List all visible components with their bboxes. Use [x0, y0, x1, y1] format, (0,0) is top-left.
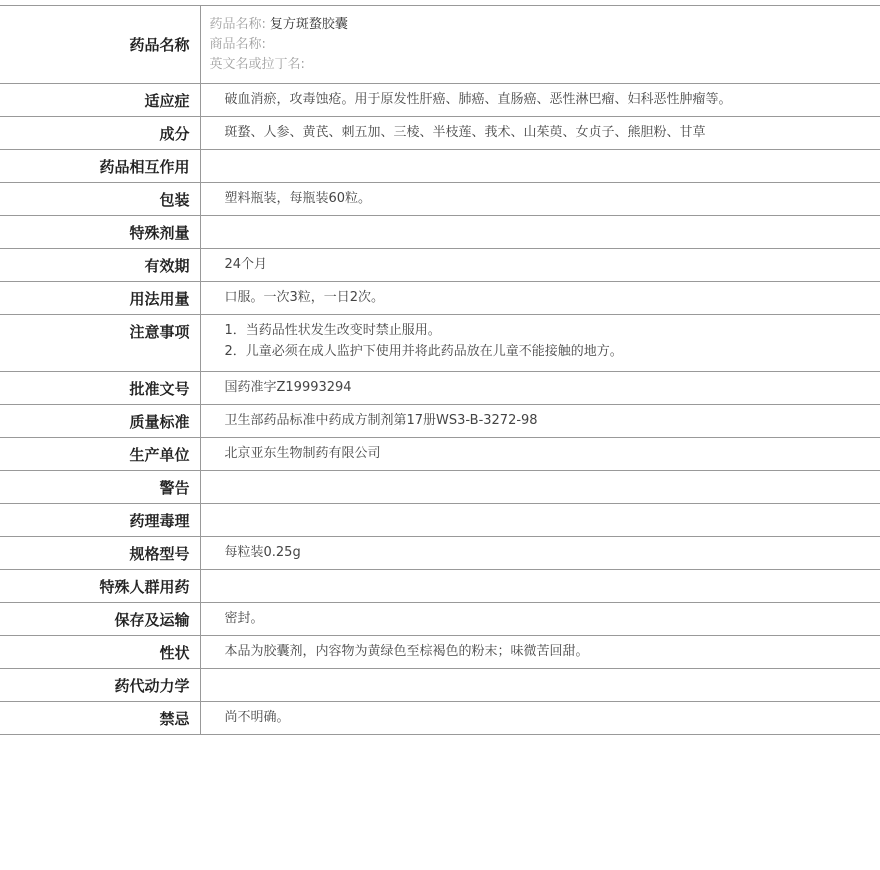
- row-value: [200, 471, 880, 504]
- row-interactions: [0, 150, 880, 183]
- row-pharmacokinetics: [0, 669, 880, 702]
- row-value: [200, 150, 880, 183]
- row-label: 性状: [0, 636, 200, 669]
- row-value: 斑蝥、人参、黄芪、刺五加、三棱、半枝莲、莪术、山茱萸、女贞子、熊胆粉、甘草: [200, 117, 880, 150]
- row-description: [0, 636, 880, 669]
- row-label: 生产单位: [0, 438, 200, 471]
- row-label: 禁忌: [0, 702, 200, 735]
- row-value: [200, 504, 880, 537]
- row-label: 特殊剂量: [0, 216, 200, 249]
- row-value: [200, 669, 880, 702]
- row-label: 有效期: [0, 249, 200, 282]
- row-label: 适应症: [0, 84, 200, 117]
- row-value: 24个月: [200, 249, 880, 282]
- row-label: 注意事项: [0, 315, 200, 372]
- row-label: 成分: [0, 117, 200, 150]
- row-packaging: [0, 183, 880, 216]
- trade-name-label: 商品名称:: [209, 36, 266, 52]
- row-label: 批准文号: [0, 372, 200, 405]
- row-ingredients: [0, 117, 880, 150]
- row-label: 包装: [0, 183, 200, 216]
- row-label: 药品名称: [0, 6, 200, 84]
- row-value: 国药准字Z19993294: [200, 372, 880, 405]
- row-value: [200, 216, 880, 249]
- row-label: 药代动力学: [0, 669, 200, 702]
- row-storage: [0, 603, 880, 636]
- row-warning: [0, 471, 880, 504]
- row-special-dosage: [0, 216, 880, 249]
- row-label: 药理毒理: [0, 504, 200, 537]
- precaution-item: 2．儿童必须在成人监护下使用并将此药品放在儿童不能接触的地方。: [224, 344, 623, 359]
- english-name-label: 英文名或拉丁名:: [209, 56, 305, 72]
- row-shelf-life: [0, 249, 880, 282]
- row-precautions: [0, 315, 880, 372]
- row-value: [200, 570, 880, 603]
- drug-info-table: [0, 5, 880, 735]
- row-indications: [0, 84, 880, 117]
- row-label: 质量标准: [0, 405, 200, 438]
- row-contraindications: [0, 702, 880, 735]
- row-label: 保存及运输: [0, 603, 200, 636]
- row-quality-standard: [0, 405, 880, 438]
- row-value: 破血消瘀，攻毒蚀疮。用于原发性肝癌、肺癌、直肠癌、恶性淋巴瘤、妇科恶性肿瘤等。: [200, 84, 880, 117]
- row-usage: [0, 282, 880, 315]
- row-label: 用法用量: [0, 282, 200, 315]
- row-value: 尚不明确。: [200, 702, 880, 735]
- row-special-population: [0, 570, 880, 603]
- row-value: 口服。一次3粒，一日2次。: [200, 282, 880, 315]
- row-label: 药品相互作用: [0, 150, 200, 183]
- row-value: 密封。: [200, 603, 880, 636]
- row-approval-number: [0, 372, 880, 405]
- row-value: 卫生部药品标准中药成方制剂第17册WS3-B-3272-98: [200, 405, 880, 438]
- row-value: 塑料瓶装，每瓶装60粒。: [200, 183, 880, 216]
- row-value: 北京亚东生物制药有限公司: [200, 438, 880, 471]
- row-value: 每粒装0.25g: [200, 537, 880, 570]
- row-label: 警告: [0, 471, 200, 504]
- precaution-item: 1．当药品性状发生改变时禁止服用。: [224, 323, 441, 338]
- row-label: 特殊人群用药: [0, 570, 200, 603]
- row-value: 本品为胶囊剂，内容物为黄绿色至棕褐色的粉末；味微苦回甜。: [200, 636, 880, 669]
- row-drug-name: [0, 6, 880, 84]
- row-specification: [0, 537, 880, 570]
- row-label: 规格型号: [0, 537, 200, 570]
- row-manufacturer: [0, 438, 880, 471]
- row-pharmacology: [0, 504, 880, 537]
- drug-name-block: [201, 15, 880, 75]
- generic-name-value: 复方斑蝥胶囊: [269, 16, 348, 32]
- generic-name-label: 药品名称:: [209, 16, 266, 32]
